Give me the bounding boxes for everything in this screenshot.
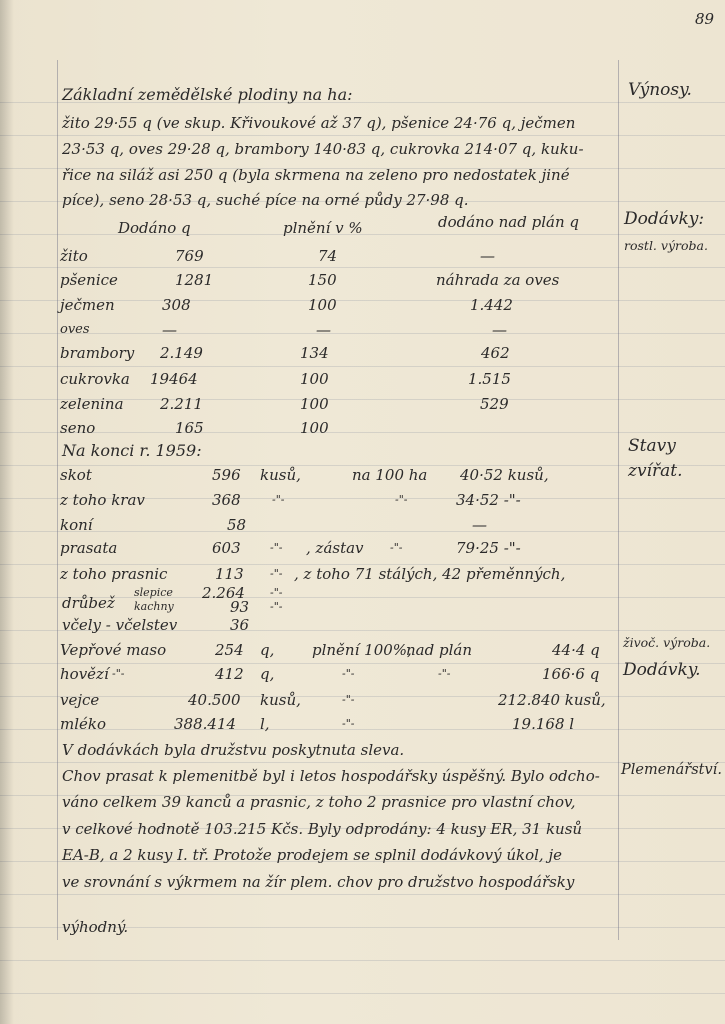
dash: — bbox=[472, 516, 487, 534]
crop-name: cukrovka bbox=[60, 370, 130, 388]
product-unit: q, bbox=[260, 665, 275, 683]
intro-line-4: píce), seno 28·53 q, suché píce na orné půdy 27·98 q. bbox=[62, 191, 469, 209]
product-name: vejce bbox=[60, 691, 100, 709]
nad-plan-label: nad plán bbox=[406, 641, 472, 659]
product-unit: q, bbox=[260, 641, 275, 659]
table-row bbox=[60, 343, 615, 369]
intro-line-3: řice na siláž asi 250 q (byla skrmena na zeleno pro nedostatek jiné bbox=[62, 166, 570, 184]
ditto-mark: -"- bbox=[270, 541, 283, 554]
nad-plan-value: 1.442 bbox=[470, 296, 513, 314]
plneni-value: — bbox=[316, 321, 331, 339]
nad-plan-value: 19.168 l bbox=[512, 715, 575, 733]
product-row bbox=[60, 714, 615, 740]
product-value: 254 bbox=[215, 641, 244, 659]
product-row bbox=[60, 664, 615, 690]
col-header-dodano: Dodáno q bbox=[118, 219, 191, 237]
table-row bbox=[60, 246, 615, 272]
product-value: 388.414 bbox=[174, 715, 237, 733]
table-row bbox=[60, 270, 615, 296]
intro-line-1: žito 29·55 q (ve skup. Křivoukové až 37 q), pšenice 24·76 q, ječmen bbox=[62, 114, 576, 132]
dodano-value: 2.211 bbox=[160, 395, 203, 413]
ditto-mark: -"- bbox=[272, 493, 285, 506]
nad-plan-value: 1.515 bbox=[468, 370, 511, 388]
product-name: Vepřové maso bbox=[60, 641, 167, 659]
table-row bbox=[60, 295, 615, 321]
margin-stavy: Stavy bbox=[628, 436, 676, 456]
sows-detail: , z toho 71 stálých, 42 přeměnných, bbox=[294, 565, 566, 583]
closing-line-6: ve srovnání s výkrmem na žír plem. chov pro družstvo hospodářsky bbox=[62, 873, 575, 891]
plneni-note: plnění 100%, bbox=[312, 641, 412, 659]
intro-line-2: 23·53 q, oves 29·28 q, brambory 140·83 q, cukrovka 214·07 q, kuku- bbox=[62, 140, 584, 158]
per-100ha-label: na 100 ha bbox=[352, 466, 428, 484]
nad-plan-value: 166·6 q bbox=[542, 665, 600, 683]
livestock-count: 2.264 bbox=[202, 584, 245, 602]
livestock-name: včely - včelstev bbox=[62, 616, 178, 634]
closing-line-7: výhodný. bbox=[62, 918, 129, 936]
plneni-value: 100 bbox=[308, 296, 337, 314]
livestock-name: skot bbox=[60, 466, 92, 484]
margin-plemenarstvi: Plemenářství. bbox=[621, 762, 722, 778]
livestock-name: z toho prasnic bbox=[60, 565, 168, 583]
margin-zivoc-vyroba: živoč. výroba. bbox=[623, 635, 711, 650]
closing-line-5: EA-B, a 2 kusy I. tř. Protože prodejem se splnil dodávkový úkol, je bbox=[62, 846, 562, 864]
livestock-name: koní bbox=[60, 516, 93, 534]
dodano-value: 308 bbox=[162, 296, 191, 314]
margin-zvirat: zvířat. bbox=[628, 461, 683, 481]
ditto-mark: -"- bbox=[438, 667, 451, 680]
page-number: 89 bbox=[695, 10, 715, 28]
ditto-mark: -"- bbox=[270, 600, 283, 613]
ditto-mark: -"- bbox=[342, 693, 355, 706]
nad-plan-value: 212.840 kusů, bbox=[498, 691, 606, 709]
margin-dodavky-2: Dodávky. bbox=[623, 660, 701, 680]
ditto-mark: -"- bbox=[395, 493, 408, 506]
nad-plan-value: náhrada za oves bbox=[436, 271, 560, 289]
drubez-kachny: kachny bbox=[134, 600, 174, 613]
livestock-heading: Na konci r. 1959: bbox=[62, 441, 202, 460]
crop-name: brambory bbox=[60, 344, 135, 362]
livestock-row bbox=[60, 490, 615, 516]
nad-plan-value: — bbox=[492, 321, 507, 339]
livestock-name: prasata bbox=[60, 539, 118, 557]
ditto-mark: -"- bbox=[390, 541, 403, 554]
page-gutter-shadow bbox=[0, 0, 14, 1024]
ditto-mark: -"- bbox=[270, 586, 283, 599]
ditto-mark: -"- bbox=[270, 567, 283, 580]
left-margin-rule bbox=[57, 60, 58, 940]
col-header-plneni: plnění v % bbox=[283, 219, 363, 237]
nad-plan-value: 44·4 q bbox=[552, 641, 600, 659]
per-100ha-value: 34·52 -"- bbox=[456, 491, 521, 509]
livestock-count: 36 bbox=[230, 616, 250, 634]
plneni-value: 134 bbox=[300, 344, 329, 362]
zastav-label: , zástav bbox=[306, 539, 364, 557]
margin-vynosy: Výnosy. bbox=[628, 80, 692, 100]
product-row bbox=[60, 640, 615, 666]
closing-line-3: váno celkem 39 kanců a prasnic, z toho 2 prasnice pro vlastní chov, bbox=[62, 793, 576, 811]
per-100ha-value: 79·25 -"- bbox=[456, 539, 521, 557]
plneni-value: 100 bbox=[300, 419, 329, 437]
ditto-mark: -"- bbox=[342, 717, 355, 730]
nad-plan-value: 462 bbox=[481, 344, 510, 362]
crop-name: oves bbox=[60, 322, 90, 337]
plneni-value: 100 bbox=[300, 370, 329, 388]
dodano-value: 2.149 bbox=[160, 344, 203, 362]
dodano-value: 165 bbox=[175, 419, 204, 437]
nad-plan-value: 529 bbox=[480, 395, 509, 413]
per-100ha-value: 40·52 kusů, bbox=[460, 466, 549, 484]
product-value: 40.500 bbox=[188, 691, 241, 709]
product-unit: l, bbox=[260, 715, 270, 733]
plneni-value: 150 bbox=[308, 271, 337, 289]
product-unit: kusů, bbox=[260, 691, 301, 709]
product-name: hovězí bbox=[60, 665, 109, 683]
livestock-row bbox=[60, 465, 615, 491]
nad-plan-value: — bbox=[480, 247, 495, 265]
closing-line-2: Chov prasat k plemenitbě byl i letos hospodářsky úspěšný. Bylo odcho- bbox=[62, 767, 600, 785]
dodano-value: — bbox=[162, 321, 177, 339]
crop-name: žito bbox=[60, 247, 88, 265]
livestock-count: 113 bbox=[215, 565, 244, 583]
livestock-count: 596 bbox=[212, 466, 241, 484]
ditto-mark: -"- bbox=[342, 667, 355, 680]
margin-dodavky: Dodávky: bbox=[624, 209, 705, 229]
livestock-row bbox=[60, 615, 615, 641]
drubez-slepice: slepice bbox=[134, 586, 173, 599]
crop-name: ječmen bbox=[60, 296, 115, 314]
livestock-count: 603 bbox=[212, 539, 241, 557]
product-name: mléko bbox=[60, 715, 107, 733]
livestock-name: z toho krav bbox=[60, 491, 145, 509]
closing-line-1: V dodávkách byla družstvu poskytnuta sleva. bbox=[62, 741, 405, 759]
dodano-value: 1281 bbox=[175, 271, 214, 289]
livestock-row bbox=[60, 538, 615, 564]
plneni-value: 100 bbox=[300, 395, 329, 413]
table-row bbox=[60, 394, 615, 420]
margin-rostl-vyroba: rostl. výroba. bbox=[624, 238, 708, 253]
product-value: 412 bbox=[215, 665, 244, 683]
col-header-nad-plan: dodáno nad plán q bbox=[438, 213, 579, 231]
livestock-row bbox=[60, 584, 615, 616]
dodano-value: 19464 bbox=[150, 370, 198, 388]
product-row bbox=[60, 690, 615, 716]
livestock-count: 93 bbox=[230, 598, 250, 616]
plneni-value: 74 bbox=[318, 247, 338, 265]
livestock-name: drůbež bbox=[62, 594, 115, 612]
closing-line-4: v celkové hodnotě 103.215 Kčs. Byly odprodány: 4 kusy ER, 31 kusů bbox=[62, 820, 583, 838]
livestock-unit: kusů, bbox=[260, 466, 301, 484]
crop-name: seno bbox=[60, 419, 96, 437]
dodano-value: 769 bbox=[175, 247, 204, 265]
intro-heading: Základní zemědělské plodiny na ha: bbox=[62, 85, 353, 104]
ditto-mark: -"- bbox=[112, 667, 125, 680]
table-row bbox=[60, 369, 615, 395]
crop-name: pšenice bbox=[60, 271, 118, 289]
right-margin-rule bbox=[618, 60, 619, 940]
livestock-count: 58 bbox=[227, 516, 247, 534]
livestock-count: 368 bbox=[212, 491, 241, 509]
crop-name: zelenina bbox=[60, 395, 124, 413]
